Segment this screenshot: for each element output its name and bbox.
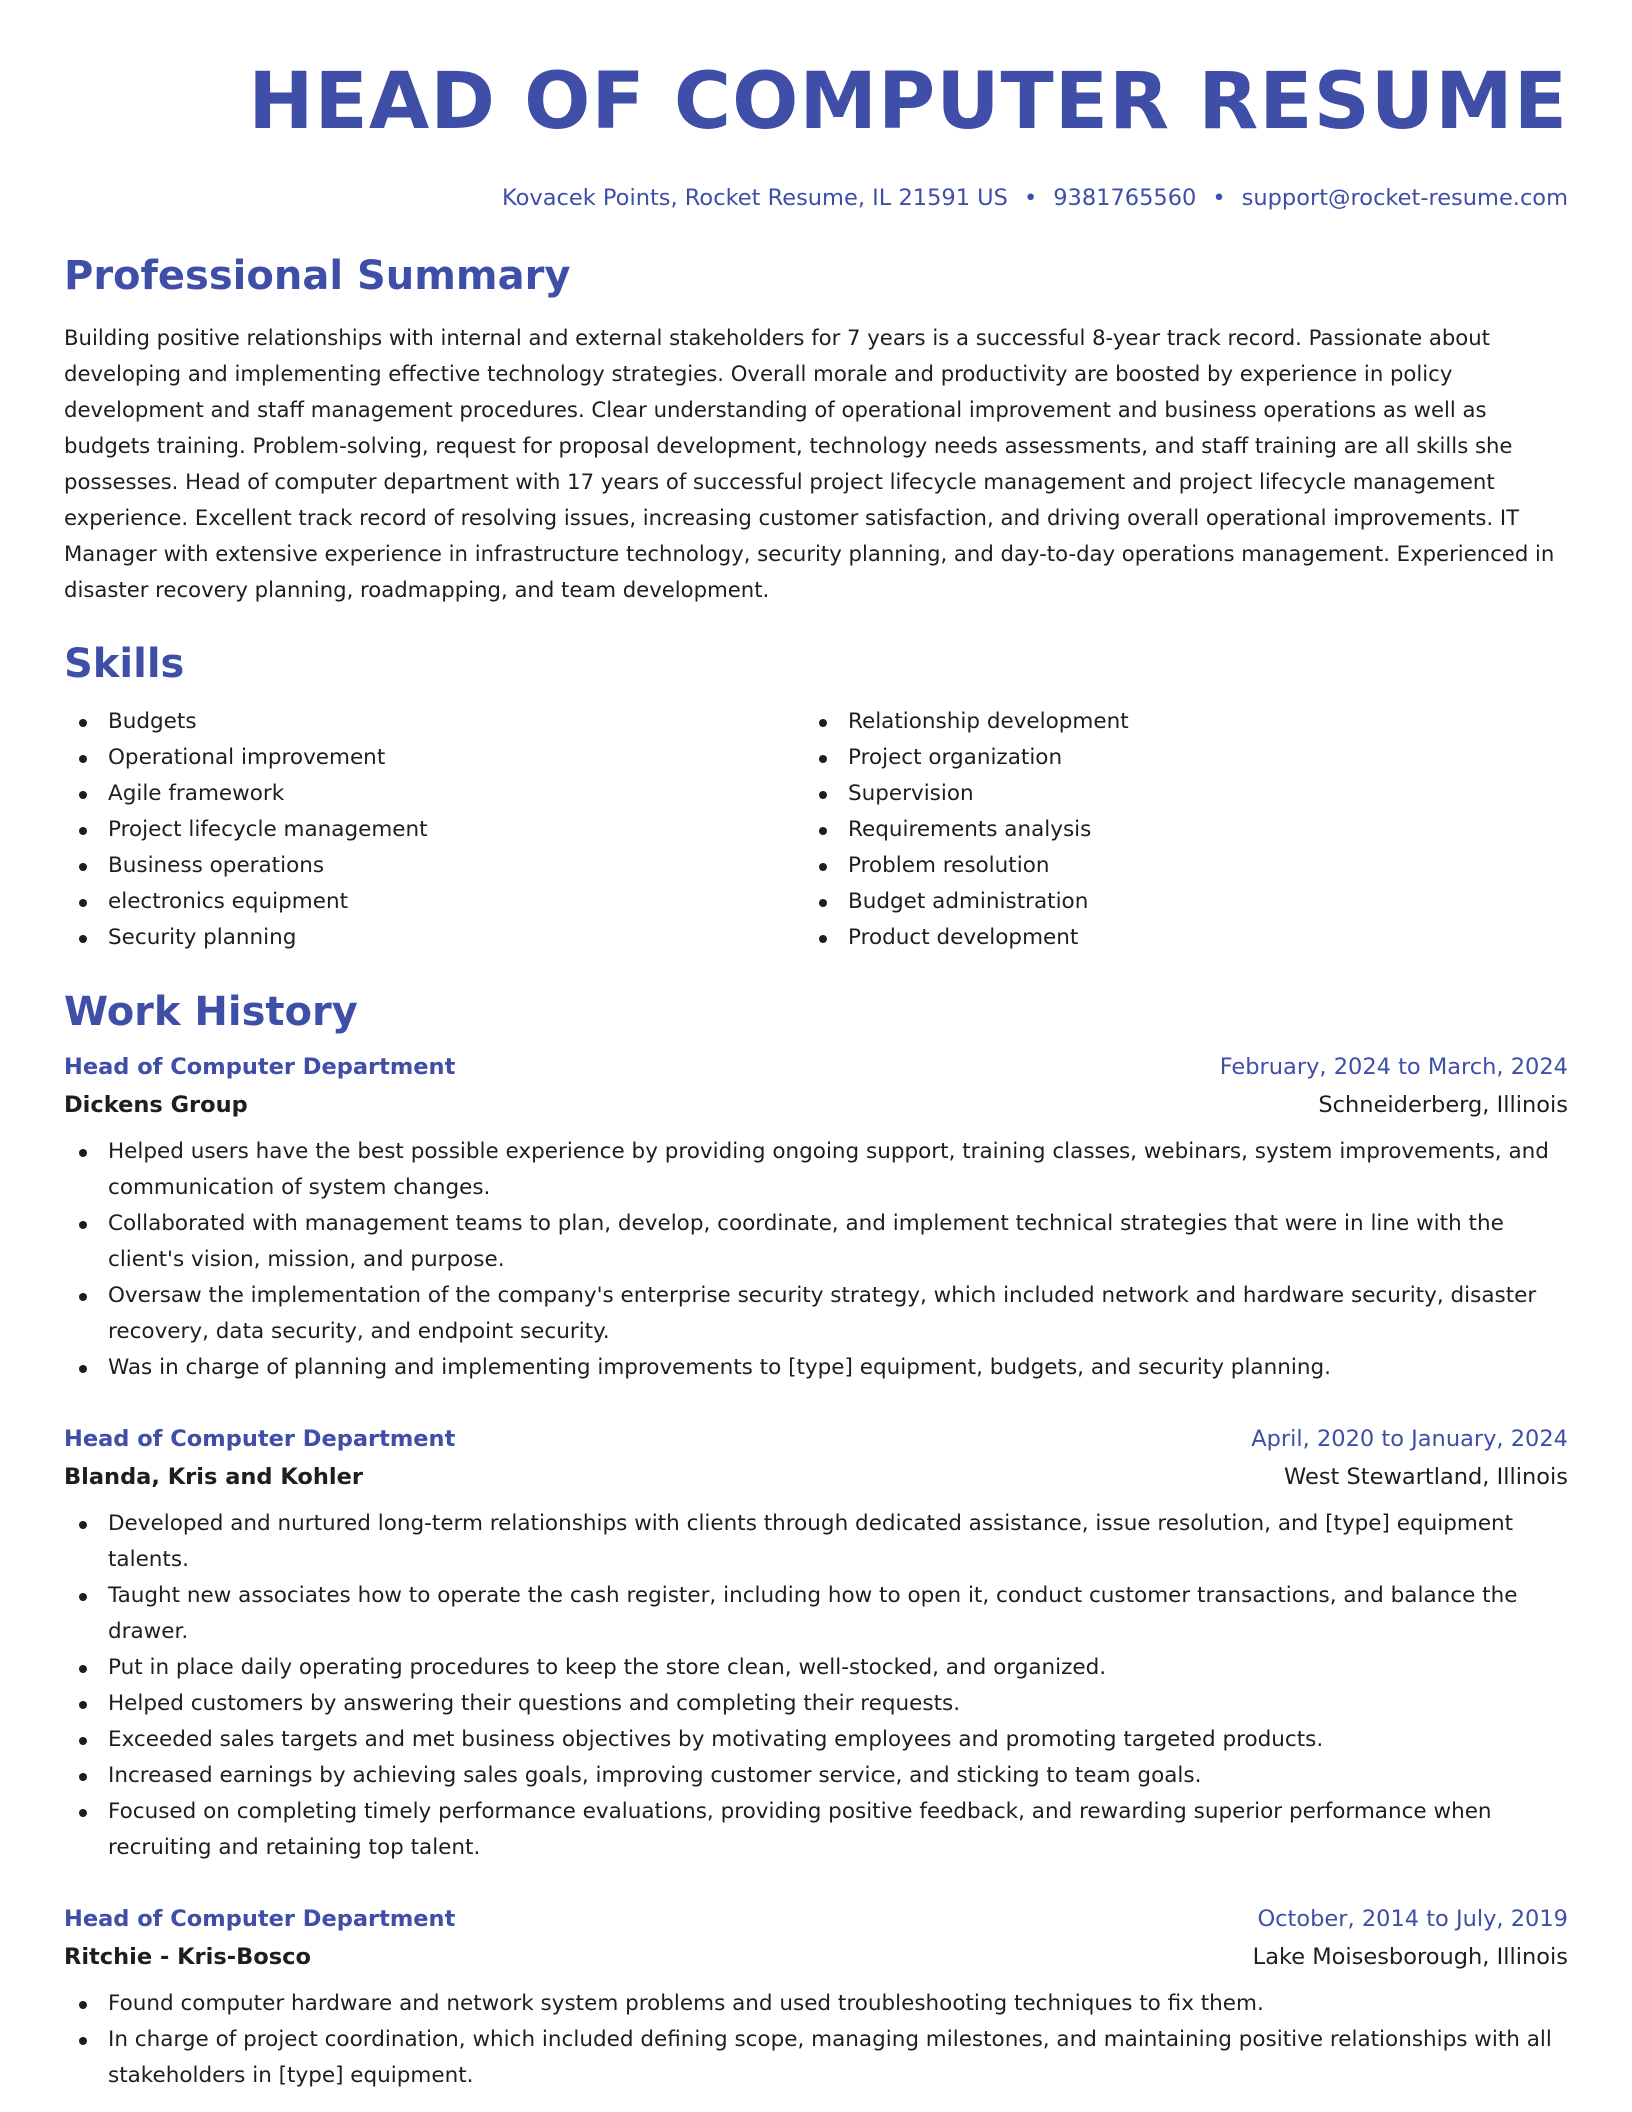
job-duties [64, 1986, 1568, 2094]
duty-item: Found computer hardware and network system problems and used troubleshooting techniques to fix them. [64, 1986, 1568, 2022]
skills-column-left [64, 704, 804, 956]
separator-dot: • [1023, 185, 1038, 211]
address: Kovacek Points, Rocket Resume, IL 21591 US [502, 185, 1008, 211]
duty-item: Increased earnings by achieving sales goals, improving customer service, and sticking to team goals. [64, 1758, 1568, 1794]
work-history-section [64, 986, 1568, 2094]
job-title: Head of Computer Department [64, 1426, 456, 1452]
skill-item: Budgets [64, 704, 804, 740]
job-header [64, 1048, 1568, 1086]
job-header [64, 1420, 1568, 1458]
company-name: Dickens Group [64, 1092, 248, 1118]
duty-item: Helped users have the best possible experience by providing ongoing support, training classes, webinars, system improvements, and communication of system changes. [64, 1134, 1568, 1206]
company-name: Blanda, Kris and Kohler [64, 1464, 363, 1490]
job-location: Schneiderberg, Illinois [1318, 1092, 1568, 1118]
job-dates: October, 2014 to July, 2019 [1257, 1906, 1568, 1932]
skills-section [64, 638, 1568, 956]
job-subheader [64, 1458, 1568, 1496]
summary-text: Building positive relationships with internal and external stakeholders for 7 years is a successful 8-year track record. Passionate about developing and implementing effective technology strategies. Overall morale and productivity are boosted by experience in policy development and staff management procedures. Clear understanding of operational improvement and business operations as well as budgets training. Problem-solving, request for proposal development, technology needs assessments, and staff training are all skills she possesses. Head of computer department with 17 years of successful project lifecycle management and project lifecycle management experience. Excellent track record of resolving issues, increasing customer satisfaction, and driving overall operational improvements. IT Manager with extensive experience in infrastructure technology, security planning, and day-to-day operations management. Experienced in disaster recovery planning, roadmapping, and team development. [64, 325, 1555, 602]
company-name: Ritchie - Kris-Bosco [64, 1944, 311, 1970]
job-subheader [64, 1938, 1568, 1976]
duty-item: Collaborated with management teams to plan, develop, coordinate, and implement technical strategies that were in line with the client's vision, mission, and purpose. [64, 1206, 1568, 1278]
resume-header [64, 52, 1568, 214]
skill-item: Agile framework [64, 776, 804, 812]
skill-item: electronics equipment [64, 884, 804, 920]
skill-item: Operational improvement [64, 740, 804, 776]
job-header [64, 1900, 1568, 1938]
duty-item: Developed and nurtured long-term relationships with clients through dedicated assistance, issue resolution, and [type] equipment talents. [64, 1506, 1568, 1578]
skill-item: Business operations [64, 848, 804, 884]
skills-column-right [804, 704, 1544, 956]
duty-item: Was in charge of planning and implementing improvements to [type] equipment, budgets, and security planning. [64, 1350, 1568, 1386]
skill-item: Project lifecycle management [64, 812, 804, 848]
job-title: Head of Computer Department [64, 1906, 456, 1932]
duty-item: Helped customers by answering their questions and completing their requests. [64, 1686, 1568, 1722]
skill-item: Requirements analysis [804, 812, 1544, 848]
duty-item: Focused on completing timely performance evaluations, providing positive feedback, and rewarding superior performance when recruiting and retaining top talent. [64, 1794, 1568, 1866]
job-entry [64, 1900, 1568, 2094]
job-duties [64, 1134, 1568, 1386]
duty-item: In charge of project coordination, which included defining scope, managing milestones, and maintaining positive relationships with all stakeholders in [type] equipment. [64, 2022, 1568, 2094]
skills-heading: Skills [64, 641, 185, 687]
skills-grid [64, 704, 1568, 956]
skill-item: Security planning [64, 920, 804, 956]
email-link[interactable]: support@rocket-resume.com [1241, 185, 1568, 211]
job-subheader [64, 1086, 1568, 1124]
duty-item: Oversaw the implementation of the company's enterprise security strategy, which included network and hardware security, disaster recovery, data security, and endpoint security. [64, 1278, 1568, 1350]
skill-item: Project organization [804, 740, 1544, 776]
job-location: Lake Moisesborough, Illinois [1252, 1944, 1568, 1970]
duty-item: Taught new associates how to operate the cash register, including how to open it, conduct customer transactions, and balance the drawer. [64, 1578, 1568, 1650]
duty-item: Put in place daily operating procedures to keep the store clean, well-stocked, and organized. [64, 1650, 1568, 1686]
job-entry [64, 1048, 1568, 1386]
duty-item: Exceeded sales targets and met business objectives by motivating employees and promoting targeted products. [64, 1722, 1568, 1758]
skill-item: Product development [804, 920, 1544, 956]
job-entry [64, 1420, 1568, 1866]
contact-line [64, 182, 1568, 214]
skill-item: Relationship development [804, 704, 1544, 740]
skill-item: Supervision [804, 776, 1544, 812]
job-title: Head of Computer Department [64, 1054, 456, 1080]
job-dates: April, 2020 to January, 2024 [1251, 1426, 1568, 1452]
job-duties [64, 1506, 1568, 1866]
separator-dot: • [1212, 185, 1226, 211]
summary-section [64, 250, 1568, 608]
phone: 9381765560 [1053, 185, 1197, 211]
summary-heading: Professional Summary [64, 253, 571, 299]
skill-item: Problem resolution [804, 848, 1544, 884]
resume-title: HEAD OF COMPUTER RESUME [248, 57, 1568, 147]
skill-item: Budget administration [804, 884, 1544, 920]
job-dates: February, 2024 to March, 2024 [1219, 1054, 1568, 1080]
job-location: West Stewartland, Illinois [1284, 1464, 1568, 1490]
work-history-heading: Work History [64, 989, 358, 1035]
